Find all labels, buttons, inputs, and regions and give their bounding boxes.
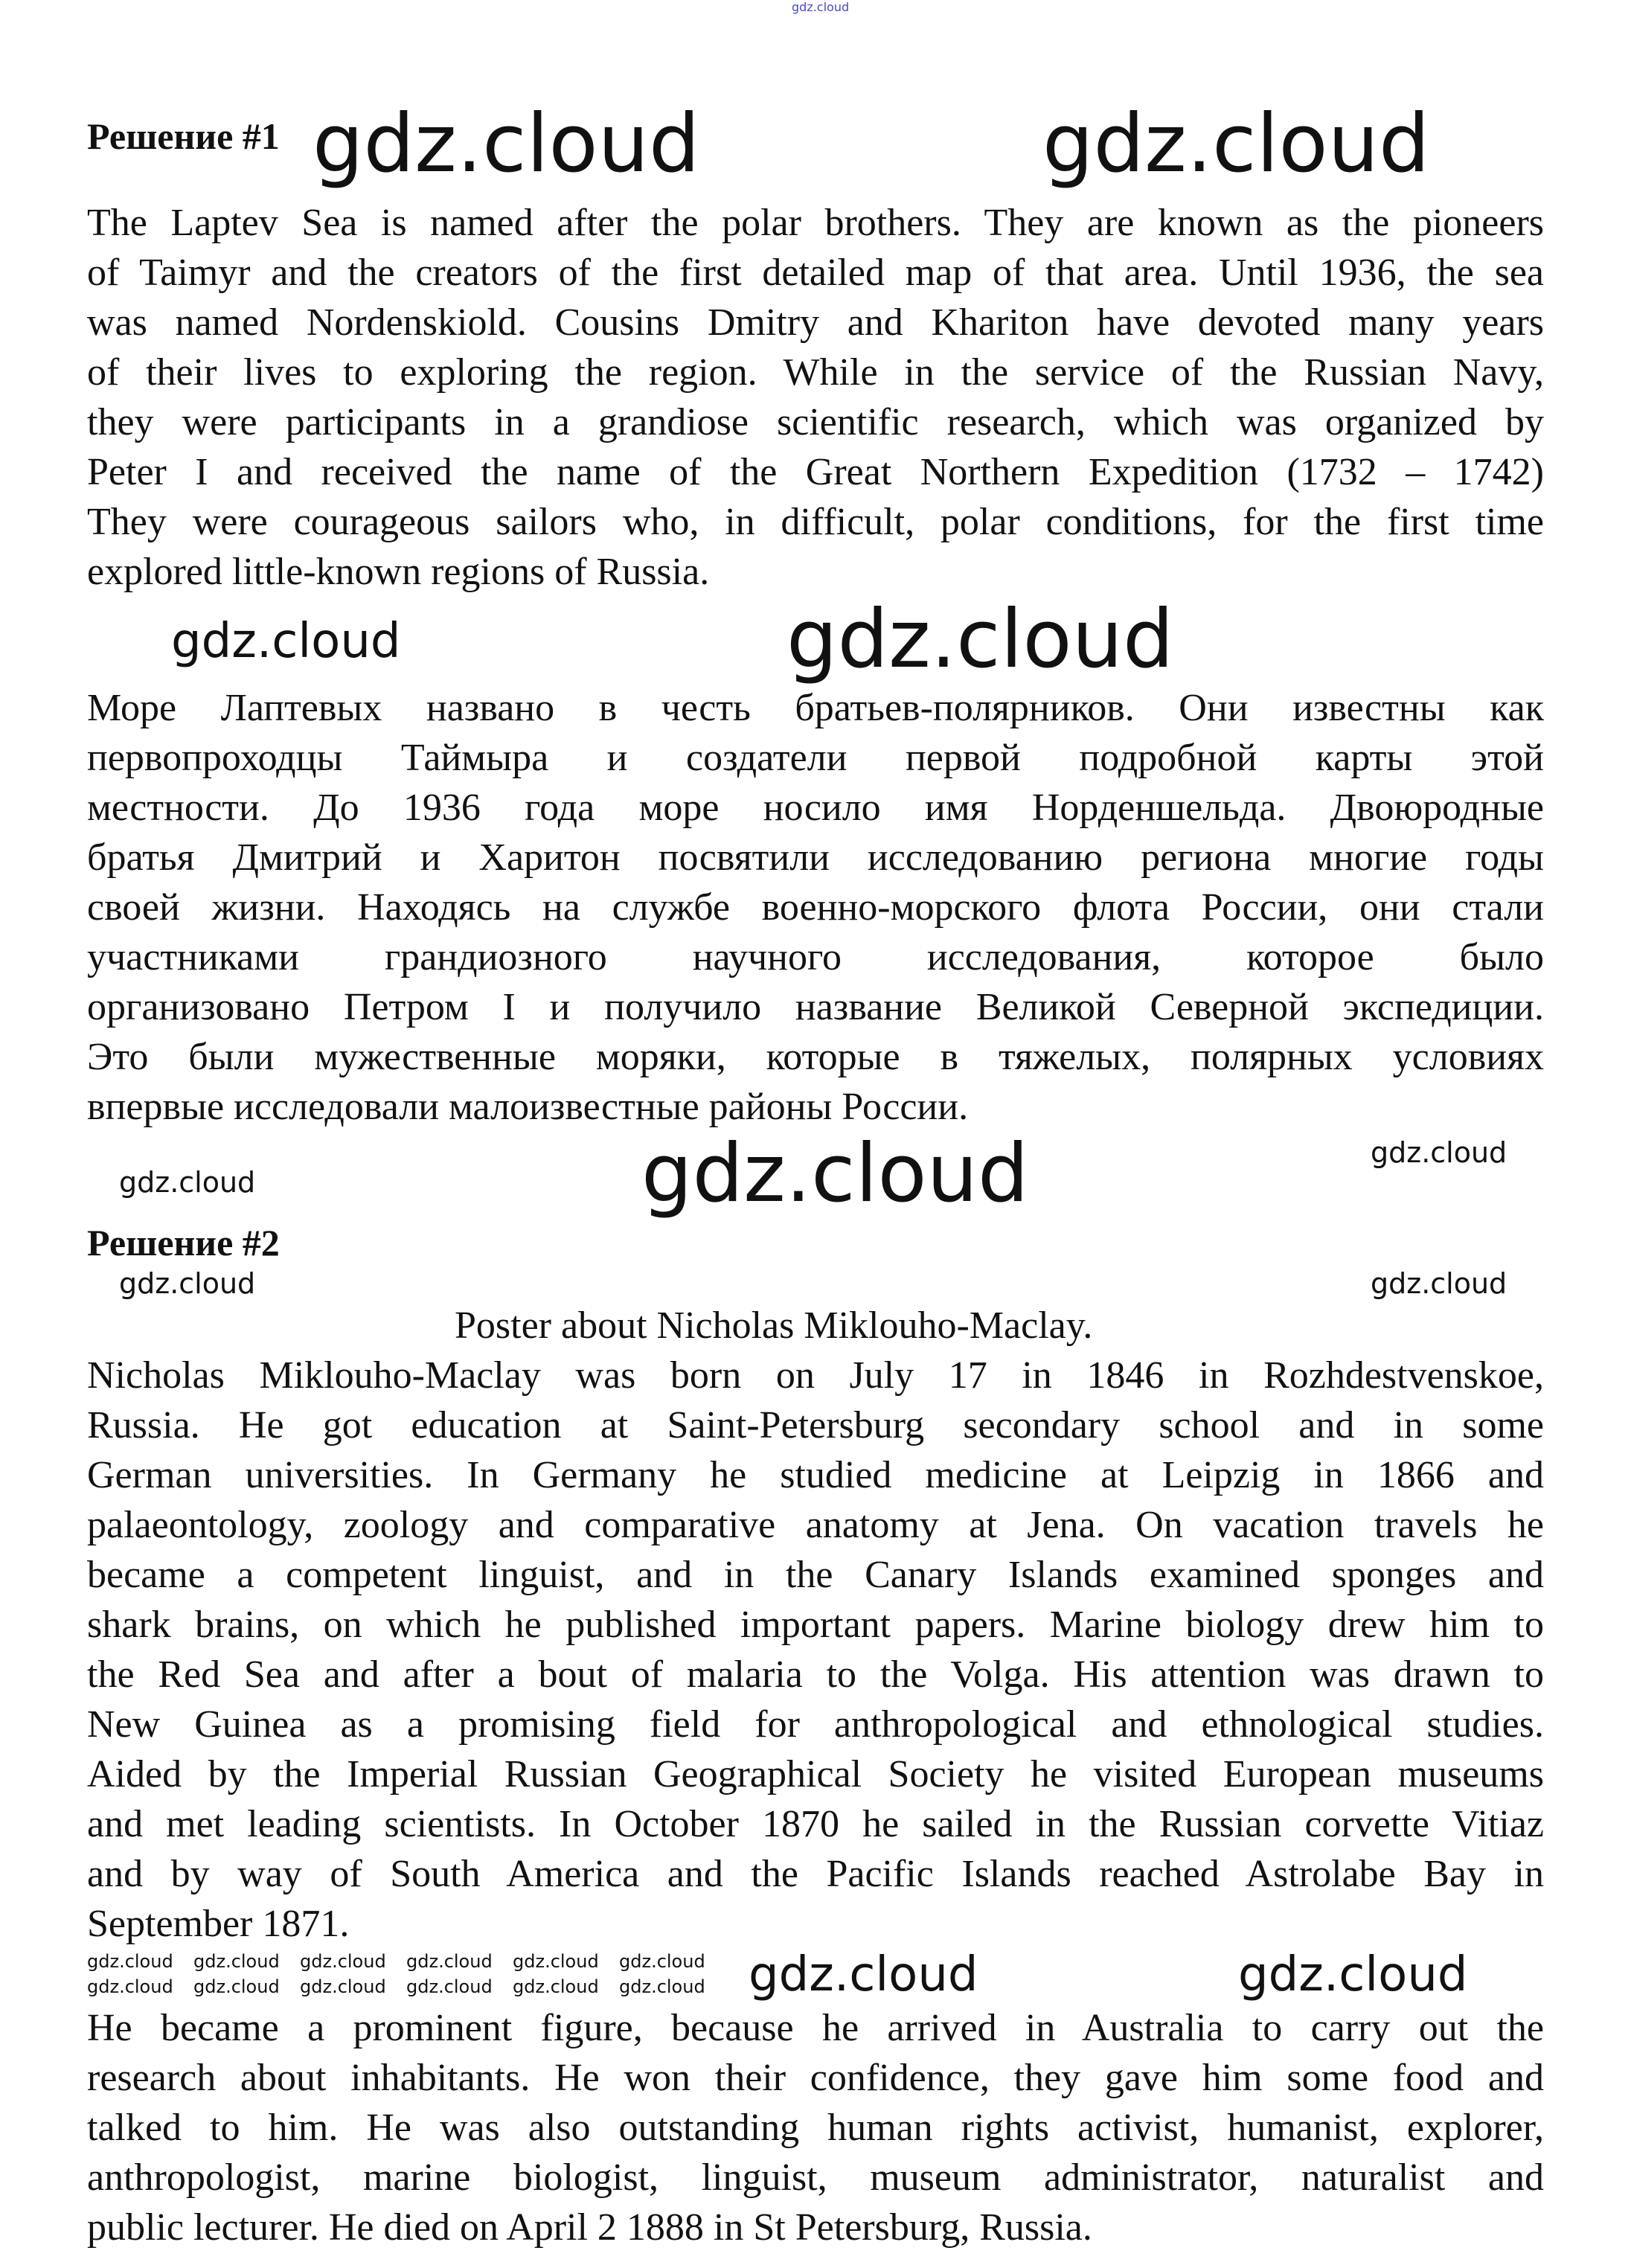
english-text-line: They were courageous sailors who, in difficult, polar conditions, for the first time <box>87 501 1544 543</box>
russian-text-line: впервые исследовали малоизвестные районы России. <box>87 1086 969 1128</box>
solution-1-heading: Решение #1 <box>87 115 280 157</box>
biography-text-line: Aided by the Imperial Russian Geographical Society he visited European museums <box>87 1753 1544 1796</box>
english-text-line: explored little-known regions of Russia. <box>87 551 710 593</box>
biography-text-line: and met leading scientists. In October 1870 he sailed in the Russian corvette Vitiaz <box>87 1803 1544 1845</box>
watermark: gdz.cloud <box>619 1976 705 1997</box>
watermark: gdz.cloud <box>171 614 401 669</box>
watermark: gdz.cloud <box>786 593 1174 686</box>
biography-text-line: and by way of South America and the Pacific Islands reached Astrolabe Bay in <box>87 1853 1544 1895</box>
watermark: gdz.cloud <box>513 1951 599 1972</box>
biography-text-line: became a competent linguist, and in the Canary Islands examined sponges and <box>87 1554 1544 1596</box>
russian-text-line: Море Лаптевых названо в честь братьев-полярников. Они известны как <box>87 687 1544 729</box>
watermark: gdz.cloud <box>406 1976 493 1997</box>
russian-text-line: Это были мужественные моряки, которые в тяжелых, полярных условиях <box>87 1036 1544 1078</box>
english-text-line: of their lives to exploring the region. While in the service of the Russian Navy, <box>87 351 1544 394</box>
biography-text-line: He became a prominent figure, because he arrived in Australia to carry out the <box>87 2007 1544 2049</box>
russian-text-line: братья Дмитрий и Харитон посвятили исследованию региона многие годы <box>87 836 1544 879</box>
watermark: gdz.cloud <box>193 1976 280 1997</box>
watermark: gdz.cloud <box>300 1976 386 1997</box>
watermark: gdz.cloud <box>1042 97 1430 190</box>
english-text-line: The Laptev Sea is named after the polar brothers. They are known as the pioneers <box>87 202 1544 244</box>
watermark: gdz.cloud <box>87 1951 173 1972</box>
russian-text-line: первопроходцы Таймыра и создатели первой подробной карты этой <box>87 737 1544 779</box>
watermark: gdz.cloud <box>406 1951 493 1972</box>
biography-text-line: shark brains, on which he published important papers. Marine biology drew him to <box>87 1604 1544 1646</box>
biography-text-line: talked to him. He was also outstanding human rights activist, humanist, explorer, <box>87 2107 1544 2149</box>
biography-text-line: palaeontology, zoology and comparative anatomy at Jena. On vacation travels he <box>87 1504 1544 1546</box>
biography-text-line: German universities. In Germany he studied medicine at Leipzig in 1866 and <box>87 1454 1544 1496</box>
russian-text-line: местности. До 1936 года море носило имя Норденшельда. Двоюродные <box>87 787 1544 829</box>
biography-text-line: Nicholas Miklouho-Maclay was born on July 17 in 1846 in Rozhdestvenskoe, <box>87 1354 1544 1397</box>
watermark: gdz.cloud <box>1371 1267 1507 1300</box>
watermark: gdz.cloud <box>300 1951 386 1972</box>
english-text-line: they were participants in a grandiose scientific research, which was organized by <box>87 401 1544 443</box>
solution-2-heading: Решение #2 <box>87 1222 280 1263</box>
biography-text-line: anthropologist, marine biologist, linguist, museum administrator, naturalist and <box>87 2156 1544 2199</box>
biography-text-line: Russia. He got education at Saint-Petersburg secondary school and in some <box>87 1404 1544 1447</box>
watermark: gdz.cloud <box>119 1166 256 1199</box>
english-text-line: Peter I and received the name of the Great Northern Expedition (1732 – 1742) <box>87 451 1544 493</box>
watermark: gdz.cloud <box>619 1951 705 1972</box>
watermark: gdz.cloud <box>119 1267 256 1300</box>
biography-text-line: September 1871. <box>87 1903 350 1945</box>
watermark: gdz.cloud <box>193 1951 280 1972</box>
russian-text-line: участниками грандиозного научного исследования, которое было <box>87 936 1544 978</box>
watermark: gdz.cloud <box>313 97 700 190</box>
biography-text-line: research about inhabitants. He won their confidence, they gave him some food and <box>87 2057 1544 2099</box>
watermark-top: gdz.cloud <box>792 0 850 14</box>
english-text-line: was named Nordenskiold. Cousins Dmitry and Khariton have devoted many years <box>87 301 1544 344</box>
watermark: gdz.cloud <box>1238 1947 1468 2002</box>
watermark: gdz.cloud <box>641 1127 1029 1220</box>
biography-text-line: the Red Sea and after a bout of malaria to the Volga. His attention was drawn to <box>87 1653 1544 1696</box>
russian-text-line: организовано Петром I и получило название Великой Северной экспедиции. <box>87 986 1544 1028</box>
english-text-line: of Taimyr and the creators of the first detailed map of that area. Until 1936, the sea <box>87 252 1544 294</box>
watermark: gdz.cloud <box>87 1976 173 1997</box>
biography-text-line: New Guinea as a promising field for anthropological and ethnological studies. <box>87 1703 1544 1746</box>
watermark: gdz.cloud <box>1371 1136 1507 1169</box>
watermark: gdz.cloud <box>749 1947 978 2002</box>
biography-text-line: public lecturer. He died on April 2 1888 in St Petersburg, Russia. <box>87 2206 1092 2249</box>
poster-title: Poster about Nicholas Miklouho-Maclay. <box>455 1304 1093 1347</box>
russian-text-line: своей жизни. Находясь на службе военно-морского флота России, они стали <box>87 886 1544 929</box>
watermark: gdz.cloud <box>513 1976 599 1997</box>
